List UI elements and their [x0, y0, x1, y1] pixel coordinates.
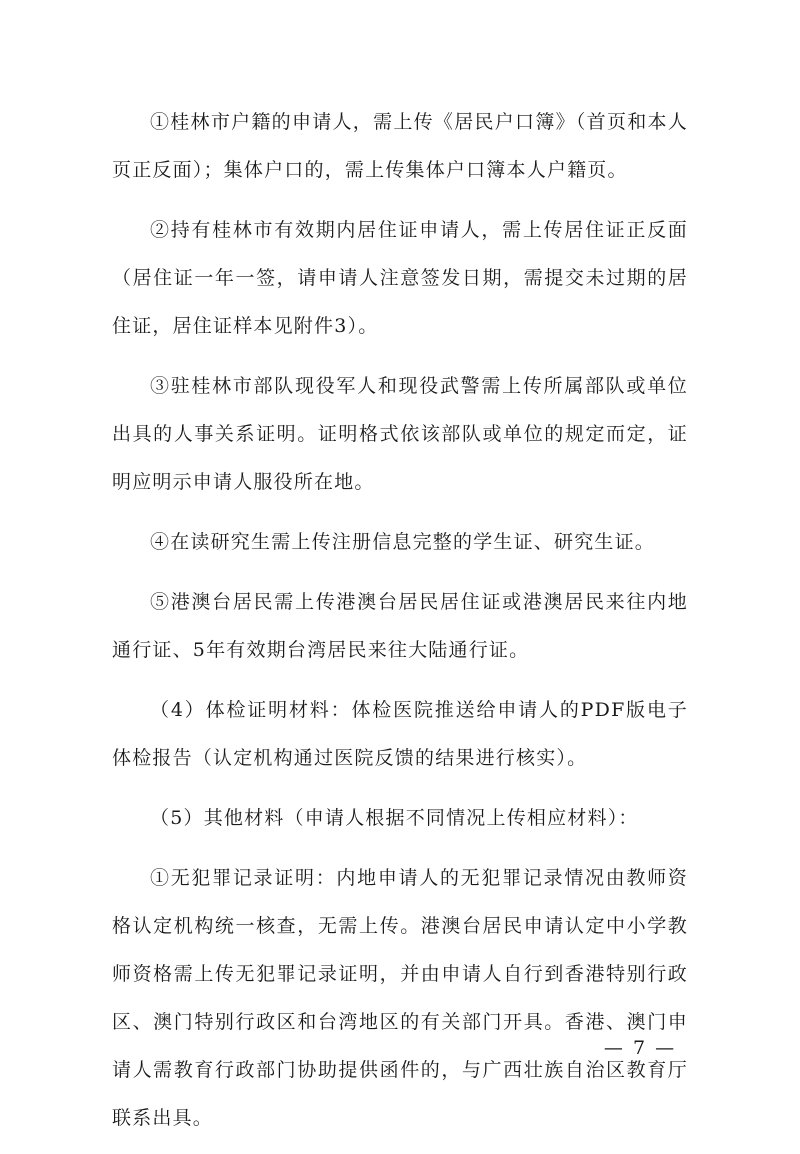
document-body: [112, 98, 688, 1154]
paragraph-residence-permit: ②持有桂林市有效期内居住证申请人，需上传居住证正反面（居住证一年一签，请申请人注意签发日期，需提交未过期的居住证，居住证样本见附件3）。: [112, 219, 688, 337]
paragraph-other-materials: （5）其他材料（申请人根据不同情况上传相应材料）：: [150, 807, 639, 829]
paragraph-no-criminal-record: ①无犯罪记录证明：内地申请人的无犯罪记录情况由教师资格认定机构统一核查，无需上传。港澳台居民申请认定中小学教师资格需上传无犯罪记录证明，并由申请人自行到香港特别行政区、澳门特别行政区和台湾地区的有关部门开具。香港、澳门申请人需教育行政部门协助提供函件的，与广西壮族自治区教育厅联系出具。: [112, 867, 688, 1129]
page-number: — 7 —: [603, 1037, 677, 1059]
paragraph-graduate-student: ④在读研究生需上传注册信息完整的学生证、研究生证。: [150, 531, 656, 553]
paragraph-military-certificate: ③驻桂林市部队现役军人和现役武警需上传所属部队或单位出具的人事关系证明。证明格式依该部队或单位的规定而定，证明应明示申请人服役所在地。: [112, 375, 688, 493]
paragraph-medical-exam: （4）体检证明材料：体检医院推送给申请人的PDF版电子体检报告（认定机构通过医院反馈的结果进行核实）。: [112, 699, 688, 769]
paragraph-hk-macao-taiwan: ⑤港澳台居民需上传港澳台居民居住证或港澳居民来往内地通行证、5年有效期台湾居民来往大陆通行证。: [112, 591, 688, 661]
paragraph-household-register: ①桂林市户籍的申请人，需上传《居民户口簿》（首页和本人页正反面）；集体户口的，需上传集体户口簿本人户籍页。: [112, 111, 688, 181]
